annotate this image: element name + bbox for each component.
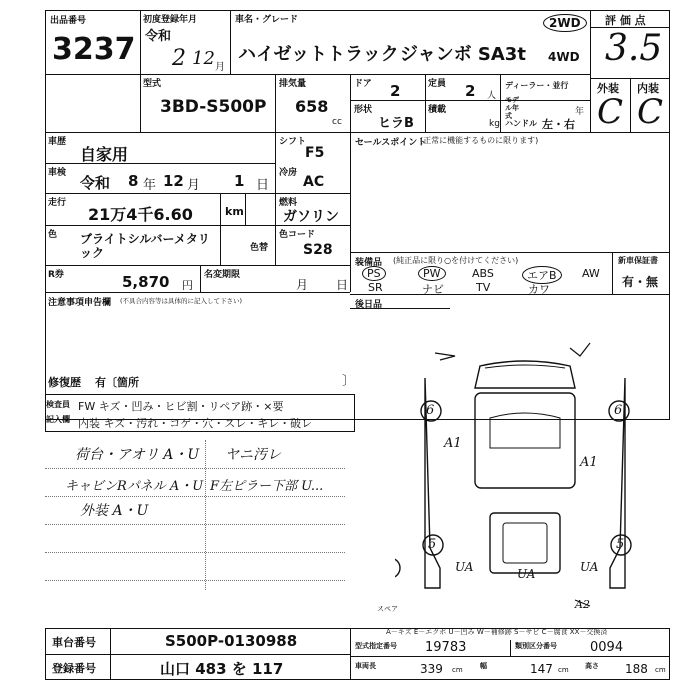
shift: F5 [305,145,325,161]
reg-month: 12 [192,48,215,69]
recycle: 5,870 [122,273,170,291]
repair: 有〔箇所 [95,376,139,389]
reg-label: 初度登録年月 [143,15,198,25]
int-grade: C [637,92,664,132]
type-no-label: 型式指定番号 [355,642,397,650]
damage-legend: A－キズ E－エクボ U－凹み W－補修跡 S－サビ C－腐食 XX－交換済 [386,628,608,636]
note-1: 荷台・アオリ A・U [75,447,200,463]
height: 188 [625,662,648,676]
note-5: 外装 A・U [80,503,149,519]
shape-label: 形状 [354,105,373,115]
capacity-label: 定員 [428,79,447,89]
expiry-day: 日 [336,278,349,292]
score: 3.5 [605,28,663,69]
diagram-tire-fr: 5 [616,537,625,552]
mileage-unit: km [225,205,244,218]
notes-sub: (不具合内容等は具体的に記入して下さい) [120,297,243,305]
equip-navi: ナビ [422,283,444,296]
ext-grade: C [597,92,624,132]
equipment-sub: (純正品に限り○を付けてください) [393,256,519,265]
year-unit: 年 [575,107,585,117]
shaken-month: 12 [163,172,184,190]
inspector-row-2: 内装 キズ・汚れ・コゲ・穴・スレ・キレ・破レ [78,417,313,430]
equip-airbag: エアB [522,266,562,284]
after-label: 後日品 [355,300,383,310]
history: 自家用 [80,145,129,164]
reg-year: 2 [172,46,186,71]
expiry-label: 名変期限 [204,270,241,280]
model: 3BD-S500P [160,97,267,117]
repair-label: 修復歴 [48,376,81,389]
class-no: 0094 [590,640,624,655]
length: 339 [420,662,443,676]
equip-leather: カワ [528,283,550,296]
selling-sub: (正常に機能するものに限ります) [420,136,539,145]
cc-label: 排気量 [279,79,307,89]
inspector-row-1: FW キズ・凹み・ヒビ割・リペア跡・×要 [78,400,284,413]
length-unit: cm [452,666,463,674]
diagram-mark-ua-right: UA [580,560,599,574]
color-code: S28 [303,242,333,258]
inspector-label-1: 検査員 [46,400,70,409]
handle-label: ハンドル [505,119,537,128]
chassis-label: 車台番号 [52,636,96,649]
note-4: F左ピラー下部 U... [210,479,324,494]
cc: 658 [295,97,329,116]
model-year-label: モデル年式 [505,96,519,120]
shaken-day: 1 [234,172,245,190]
equip-tv: TV [476,281,491,294]
shaken-era: 令和 [80,174,111,192]
inspector-label-2: 記入欄 [46,415,70,424]
car-label: 車名・グレード [235,15,299,25]
drive-2wd: 2WD [543,14,587,32]
score-label: 評 価 点 [605,14,646,27]
chassis: S500P-0130988 [165,632,298,650]
doors: 2 [390,82,401,100]
reg-month-unit: 月 [215,62,225,73]
plate-label: 登録番号 [52,662,96,675]
equip-abs: ABS [472,267,494,280]
shift-label: シフト [279,137,307,147]
equip-ps: PS [362,266,386,281]
note-2: ヤニ汚レ [225,447,281,463]
plate: 山口 483 を 117 [160,660,284,678]
shaken-day-unit: 日 [256,178,270,193]
shaken-month-unit: 月 [187,178,201,193]
handle: 左・右 [542,118,575,131]
history-label: 車歴 [48,137,67,147]
spare-label: スペア [377,605,398,613]
load-label: 積載 [428,105,447,115]
equip-pw: PW [418,266,446,281]
diagram-tire-rr: 6 [614,403,623,418]
grade: ジャンボ SA3t [400,44,526,65]
mileage-label: 走行 [48,198,67,208]
diagram-mark-a2: A2 [575,598,590,611]
ac: AC [303,174,325,190]
repair-end: 〕 [342,374,356,389]
color-change-label: 色替 [250,243,269,253]
color-label: 色 [48,230,58,240]
diagram-mark-ua-center: UA [517,567,536,581]
ac-label: 冷房 [279,168,298,178]
equip-sr: SR [368,281,383,294]
car-name: ハイゼットトラック [238,44,399,65]
shaken-year: 8 [128,172,139,190]
capacity-unit: 人 [487,91,497,101]
dealer-label: ディーラー・並行 [505,81,569,90]
drive-4wd: 4WD [548,50,580,64]
capacity: 2 [465,82,476,100]
diagram-mark-ua-left: UA [455,560,474,574]
cc-unit: cc [332,117,342,127]
warranty-label: 新車保証書 [618,256,658,265]
int-label: 内装 [637,82,659,95]
mileage: 21万4千6.60 [88,205,193,224]
diagram-tire-fl: 5 [428,537,437,552]
diagram-tire-rl: 6 [426,403,435,418]
doors-label: ドア [354,79,372,89]
equipment-label: 装備品 [355,258,383,268]
warranty: 有・無 [622,275,659,289]
shape: ヒラB [378,116,414,131]
lot-label: 出品番号 [50,16,87,26]
class-label: 類別区分番号 [515,642,557,650]
width-unit: cm [558,666,569,674]
equip-aw: AW [582,267,600,280]
color: ブライトシルバーメタリック [80,232,210,260]
recycle-label: R券 [48,270,64,280]
height-unit: cm [655,666,666,674]
load-unit: kg [489,119,500,129]
color-code-label: 色コード [279,230,316,240]
diagram-mark-a1-left: A1 [444,436,462,451]
note-3: キャビンRパネル A・U [65,479,204,494]
lot-number: 3237 [52,32,136,67]
ext-label: 外装 [597,82,619,95]
type-no: 19783 [425,640,467,655]
notes-label: 注意事項申告欄 [48,298,112,308]
width: 147 [530,662,553,676]
shaken-label: 車検 [48,168,67,178]
length-label: 車両長 [355,662,376,670]
diagram-mark-a1-right: A1 [580,455,598,470]
reg-era: 令和 [145,29,172,44]
shaken-year-unit: 年 [143,178,157,193]
model-label: 型式 [143,79,162,89]
recycle-unit: 円 [182,279,193,292]
width-label: 幅 [480,662,487,670]
fuel-label: 燃料 [279,198,298,208]
height-label: 高さ [585,662,599,670]
expiry-month: 月 [296,278,309,292]
selling-label: セールスポイント [355,138,427,148]
fuel: ガソリン [283,209,339,225]
